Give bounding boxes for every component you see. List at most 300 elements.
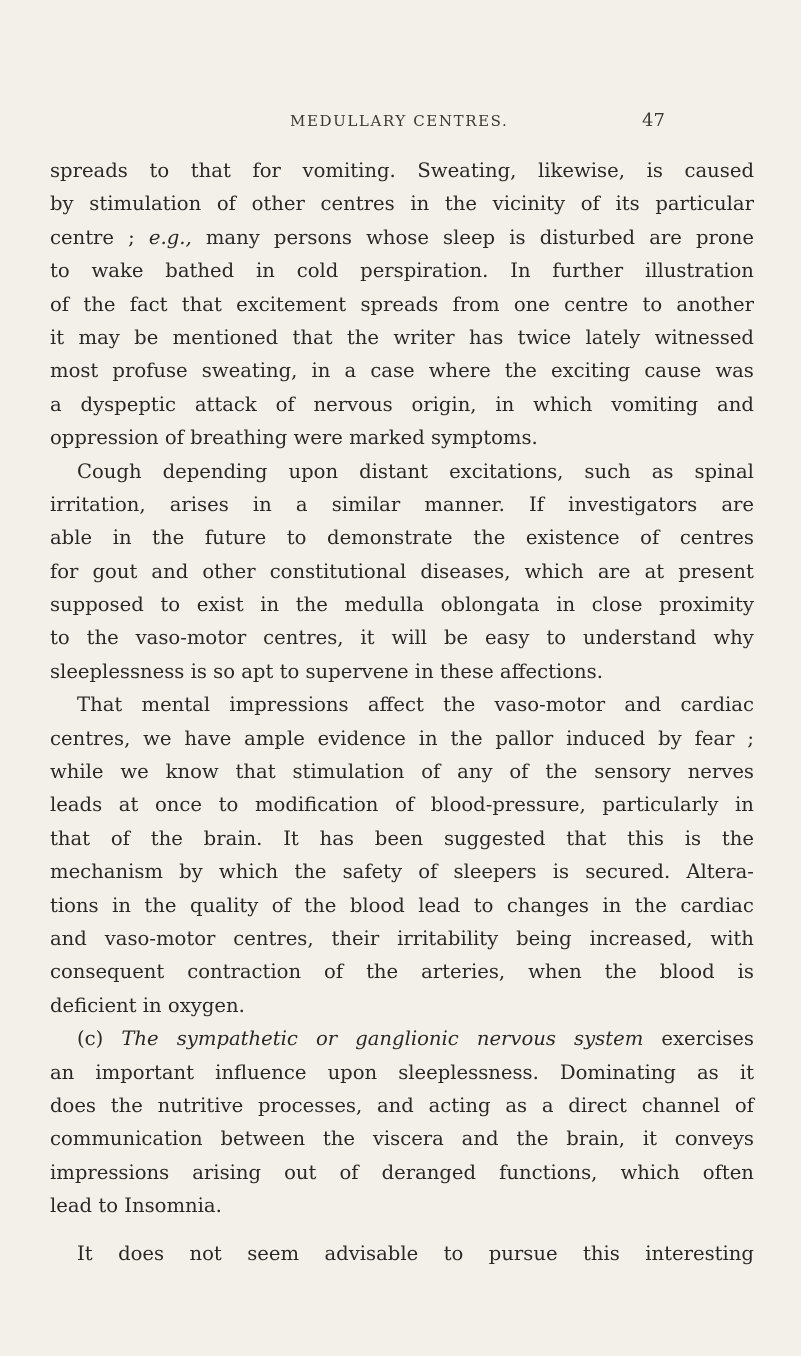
text-line [50, 1156, 754, 1189]
text-line [50, 288, 754, 321]
text-line [50, 555, 754, 588]
word: marked [349, 426, 425, 450]
word: the [634, 893, 667, 917]
word: a [295, 492, 308, 516]
word: of [734, 1093, 754, 1117]
word: That [77, 693, 123, 717]
word: upon [327, 1060, 378, 1084]
word: other [251, 192, 305, 216]
word: in [311, 359, 331, 383]
word: of [640, 526, 660, 550]
word: it [739, 1060, 754, 1084]
text-line [50, 688, 754, 721]
word: seem [247, 1241, 300, 1265]
paragraph [50, 455, 754, 689]
word: the [83, 292, 116, 316]
word: sympathetic [176, 1027, 298, 1051]
word: for [50, 559, 79, 583]
text-line [50, 722, 754, 755]
word: which [533, 392, 593, 416]
word: It [283, 826, 299, 850]
word: centres [679, 526, 754, 550]
word: quality [189, 893, 259, 917]
word: while [50, 760, 104, 784]
text-line [50, 655, 754, 688]
word: diseases, [420, 559, 511, 583]
word: the [304, 893, 337, 917]
word: particular [655, 192, 754, 216]
word: at [118, 793, 139, 817]
word: sleeplessness. [398, 1060, 539, 1084]
word: out [284, 1160, 317, 1184]
word: lead [418, 893, 461, 917]
word: to [98, 1194, 118, 1218]
word: conveys [674, 1127, 754, 1151]
word: stimulation [89, 192, 202, 216]
word: are [649, 225, 682, 249]
page-number: 47 [642, 110, 665, 131]
word: in [495, 392, 515, 416]
word: illustration [644, 259, 754, 283]
word: deficient [50, 993, 137, 1017]
text-line [50, 521, 754, 554]
word: often [702, 1160, 754, 1184]
word: we [143, 726, 172, 750]
text-line [50, 1056, 754, 1089]
word: not [189, 1241, 222, 1265]
word: centres, [233, 926, 314, 950]
text-line [50, 455, 754, 488]
word: medulla [344, 593, 425, 617]
word: safety [342, 860, 403, 884]
word: channel [641, 1093, 721, 1117]
word: between [220, 1127, 306, 1151]
word: the [443, 693, 476, 717]
word: of [421, 760, 441, 784]
word: mentioned [172, 325, 279, 349]
word: has [468, 325, 504, 349]
word: in [735, 793, 754, 817]
word: nerves [687, 760, 754, 784]
word: sensory [594, 760, 671, 784]
word: twice [517, 325, 572, 349]
word: for [252, 159, 281, 182]
word: the [450, 726, 483, 750]
word: to [443, 1241, 464, 1265]
word: of [509, 760, 529, 784]
word: consequent [50, 960, 165, 984]
word: and [151, 559, 189, 583]
word: are [721, 492, 754, 516]
text-line [50, 321, 754, 354]
word: any [457, 760, 493, 784]
word: further [552, 259, 624, 283]
word: of [418, 860, 438, 884]
word: modification [254, 793, 379, 817]
word: once [155, 793, 202, 817]
word: supervene [305, 659, 409, 683]
word: exercises [661, 1027, 754, 1051]
word: important [95, 1060, 195, 1084]
text-line [50, 1022, 754, 1055]
word: oblongata [440, 593, 540, 617]
word: by [50, 192, 74, 216]
word: were [293, 426, 343, 450]
word: excitement [236, 292, 347, 316]
word: it [50, 325, 65, 349]
word: leads [50, 793, 103, 817]
word: Dominating [559, 1060, 676, 1084]
text-line [50, 354, 754, 387]
word: gout [92, 559, 138, 583]
word: of [164, 426, 184, 450]
word: Cough [77, 459, 142, 483]
word: easy [485, 626, 530, 650]
word: the [295, 593, 328, 617]
word: evidence [317, 726, 406, 750]
text-line [50, 1189, 754, 1222]
word: does [50, 1093, 96, 1117]
word: The [121, 1027, 159, 1051]
word: vicinity [492, 192, 566, 216]
word: influence [215, 1060, 307, 1084]
word: that [566, 826, 607, 850]
paragraph [50, 688, 754, 1022]
word: and [50, 926, 87, 950]
word: similar [331, 492, 401, 516]
word: nervous [476, 1027, 556, 1051]
text-line [50, 955, 754, 988]
word: affections. [499, 659, 603, 683]
word: upon [288, 459, 339, 483]
word: pursue [488, 1241, 558, 1265]
word: sleepers [453, 860, 537, 884]
word: as [505, 1093, 528, 1117]
word: an [50, 1060, 75, 1084]
word: of [271, 893, 291, 917]
word: the [545, 760, 578, 784]
word: secured. [585, 860, 671, 884]
word: lately [585, 325, 641, 349]
word: investigators [568, 492, 698, 516]
word: where [428, 359, 491, 383]
word: tions [50, 893, 99, 917]
word: to [218, 793, 239, 817]
word: to [473, 893, 494, 917]
word: when [528, 960, 582, 984]
word: viscera [372, 1127, 444, 1151]
word: the [152, 526, 185, 550]
word: is [190, 659, 207, 683]
word: future [204, 526, 267, 550]
word: Altera- [686, 860, 754, 884]
word: vomiting [611, 392, 699, 416]
word: other [202, 559, 256, 583]
word: which [218, 860, 279, 884]
word: is [646, 159, 663, 182]
word: (c) [77, 1027, 104, 1051]
word: proximity [659, 593, 754, 617]
text-line [50, 1237, 754, 1270]
word: of [216, 192, 236, 216]
word: sleeplessness [50, 659, 185, 683]
word: bathed [165, 259, 235, 283]
word: the [473, 526, 506, 550]
word: persons [273, 225, 352, 249]
word: to [286, 526, 307, 550]
word: prone [696, 225, 754, 249]
word: irritation, [50, 492, 146, 516]
word: ; [128, 225, 135, 249]
word: blood [659, 960, 715, 984]
word: that [190, 159, 231, 182]
word: induced [566, 726, 646, 750]
text-line [50, 154, 754, 187]
text-line [50, 221, 754, 254]
word: in [112, 893, 131, 917]
text-line [50, 621, 754, 654]
word: spreads [50, 159, 128, 182]
word: a [50, 392, 62, 416]
word: vaso-motor [135, 626, 247, 650]
word: fact [129, 292, 168, 316]
word: this [583, 1241, 620, 1265]
word: affect [367, 693, 424, 717]
word: vaso-motor [494, 693, 606, 717]
word: increased, [589, 926, 693, 950]
word: the [721, 826, 754, 850]
word: ; [747, 726, 754, 750]
word: cause [644, 359, 702, 383]
word: Sweating, [417, 159, 517, 182]
word: of [580, 192, 600, 216]
word: cardiac [680, 693, 754, 717]
word: will [391, 626, 428, 650]
word: direct [568, 1093, 627, 1117]
word: caused [684, 159, 754, 182]
word: arising [192, 1160, 262, 1184]
word: advisable [324, 1241, 419, 1265]
word: with [710, 926, 754, 950]
word: apt [241, 659, 274, 683]
word: system [574, 1027, 644, 1051]
text-line [50, 254, 754, 287]
word: that [292, 325, 333, 349]
word: vomiting. [302, 159, 396, 182]
word: supposed [50, 593, 144, 617]
word: as [696, 1060, 719, 1084]
word: interesting [645, 1241, 754, 1265]
word: in [418, 726, 438, 750]
word: is [737, 960, 754, 984]
word: centre [50, 225, 115, 249]
text-line [50, 588, 754, 621]
word: was [715, 359, 754, 383]
word: e.g., [148, 225, 192, 249]
word: and [376, 1093, 414, 1117]
word: the [604, 960, 637, 984]
word: Insomnia. [124, 1194, 222, 1218]
running-title: MEDULLARY CENTRES. [290, 112, 509, 130]
word: that [181, 292, 222, 316]
word: most [50, 359, 99, 383]
word: it [360, 626, 375, 650]
word: changes [506, 893, 589, 917]
word: profuse [112, 359, 188, 383]
word: mental [141, 693, 211, 717]
word: the [346, 325, 379, 349]
word: to [546, 626, 567, 650]
running-head [0, 112, 801, 136]
body-text [50, 154, 754, 1270]
word: may [78, 325, 120, 349]
word: symptoms. [430, 426, 538, 450]
word: contraction [187, 960, 302, 984]
word: this [627, 826, 664, 850]
word: from [452, 292, 500, 316]
word: disturbed [539, 225, 636, 249]
word: their [331, 926, 380, 950]
word: communication [50, 1127, 203, 1151]
word: vaso-motor [104, 926, 216, 950]
text-line [50, 989, 754, 1022]
word: does [118, 1241, 165, 1265]
word: another [676, 292, 754, 316]
word: is [684, 826, 702, 850]
word: are [597, 559, 631, 583]
word: the [366, 960, 399, 984]
word: the [150, 826, 183, 850]
word: a [541, 1093, 554, 1117]
word: perspiration. [360, 259, 489, 283]
paragraph [50, 154, 754, 455]
word: able [50, 526, 93, 550]
word: likewise, [538, 159, 625, 182]
word: constitutional [269, 559, 407, 583]
word: the [322, 1127, 355, 1151]
word: sleep [443, 225, 496, 249]
word: to [279, 659, 300, 683]
word: so [213, 659, 236, 683]
word: which [524, 559, 584, 583]
text-line [50, 488, 754, 521]
word: dyspeptic [80, 392, 176, 416]
word: particularly [602, 793, 719, 817]
word: of [324, 960, 344, 984]
word: which [620, 1160, 680, 1184]
word: has [319, 826, 354, 850]
word: arises [169, 492, 229, 516]
word: in [410, 192, 430, 216]
word: in [255, 259, 275, 283]
word: blood [349, 893, 405, 917]
word: ample [244, 726, 305, 750]
word: of [339, 1160, 359, 1184]
word: distant [359, 459, 429, 483]
word: processes, [257, 1093, 363, 1117]
word: case [370, 359, 415, 383]
word: be [443, 626, 469, 650]
word: it [642, 1127, 657, 1151]
word: and [624, 693, 662, 717]
word: to [50, 259, 70, 283]
word: is [509, 225, 526, 249]
word: by [179, 860, 203, 884]
word: impressions [50, 1160, 170, 1184]
word: wake [91, 259, 144, 283]
word: It [77, 1241, 93, 1265]
word: origin, [411, 392, 477, 416]
word: breathing [190, 426, 288, 450]
word: whose [366, 225, 429, 249]
word: ganglionic [355, 1027, 459, 1051]
text-line [50, 922, 754, 955]
word: lead [50, 1194, 93, 1218]
text-line [50, 388, 754, 421]
text-line [50, 1089, 754, 1122]
text-line [50, 421, 754, 454]
word: spinal [694, 459, 754, 483]
text-line [50, 788, 754, 821]
text-line [50, 889, 754, 922]
word: in [142, 993, 162, 1017]
word: we [120, 760, 149, 784]
word: of [395, 793, 415, 817]
word: writer [393, 325, 455, 349]
word: If [529, 492, 544, 516]
word: sweating, [201, 359, 298, 383]
word: being [516, 926, 572, 950]
word: acting [428, 1093, 491, 1117]
word: the [144, 893, 177, 917]
word: centres, [263, 626, 344, 650]
word: and [717, 392, 754, 416]
word: the [86, 626, 119, 650]
word: oppression [50, 426, 159, 450]
word: to [50, 626, 70, 650]
word: been [374, 826, 424, 850]
word: existence [525, 526, 620, 550]
word: mechanism [50, 860, 163, 884]
word: one [513, 292, 550, 316]
word: manner. [424, 492, 505, 516]
word: be [134, 325, 159, 349]
word: at [644, 559, 665, 583]
word: attack [194, 392, 257, 416]
word: in [602, 893, 622, 917]
word: that [235, 760, 276, 784]
word: irritability [397, 926, 499, 950]
word: in [112, 526, 132, 550]
word: that [50, 826, 91, 850]
word: of [275, 392, 295, 416]
word: why [713, 626, 754, 650]
word: spreads [360, 292, 439, 316]
word: to [642, 292, 663, 316]
word: centre [564, 292, 629, 316]
word: in [556, 593, 576, 617]
word: oxygen. [167, 993, 245, 1017]
word: depending [162, 459, 268, 483]
word: know [165, 760, 219, 784]
text-line [50, 1122, 754, 1155]
paragraph [50, 1022, 754, 1222]
word: exciting [551, 359, 631, 383]
word: centres [320, 192, 395, 216]
word: as [651, 459, 674, 483]
word: exist [196, 593, 244, 617]
word: arteries, [421, 960, 506, 984]
